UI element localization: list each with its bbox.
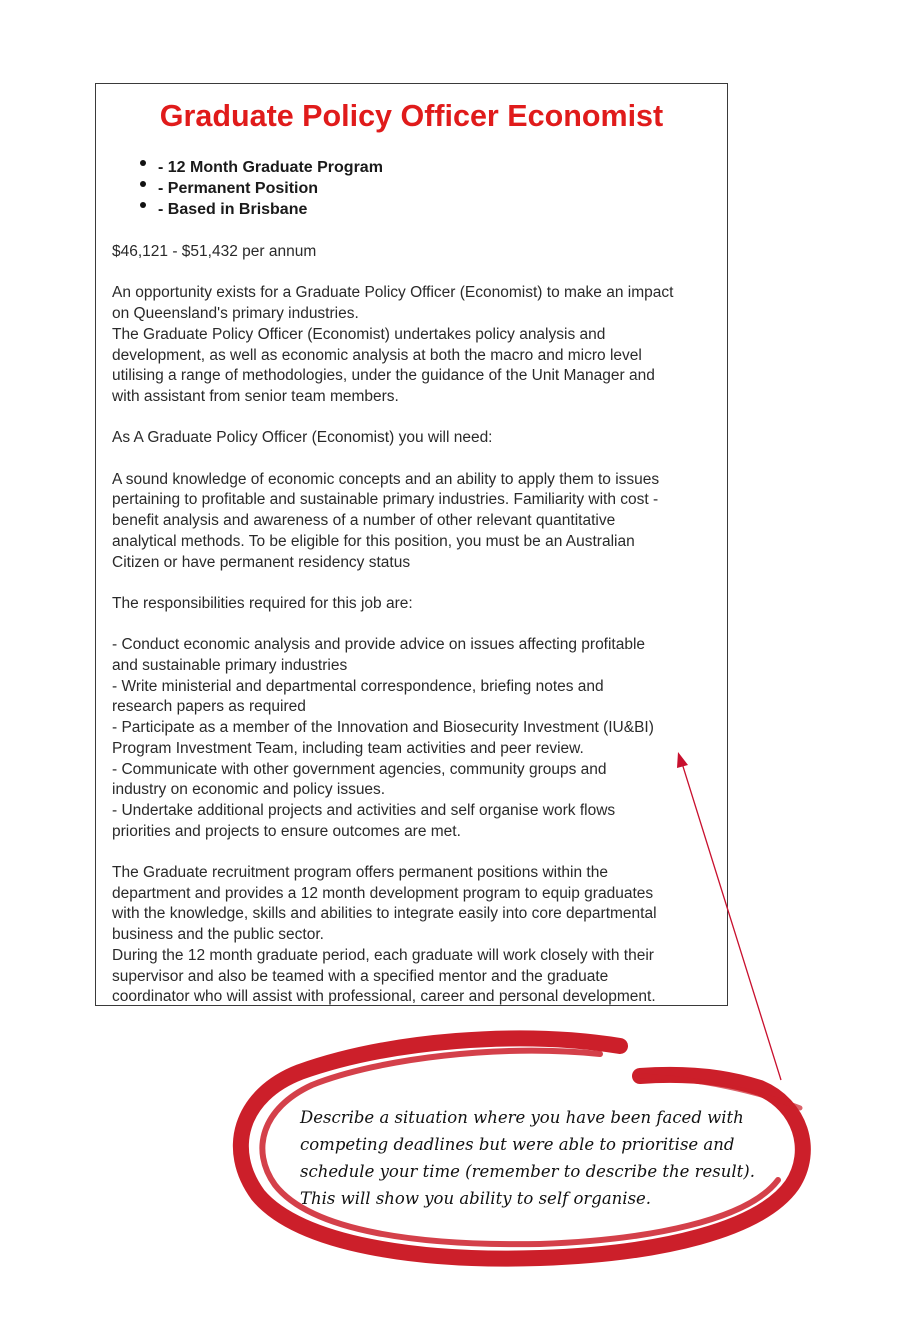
highlight-item bbox=[136, 178, 383, 199]
intro-paragraph: An opportunity exists for a Graduate Policy Officer (Economist) to make an impact on Queensland's primary industries. The Graduate Policy Officer (Economist) undertakes policy analysis and development, as well as economic analysis at both the macro and micro level utilising a range of methodologies, under the guidance of the Unit Manager and with assistant from senior team members. bbox=[112, 284, 674, 405]
responsibility-item: - Communicate with other government agencies, community groups and industry on economic and policy issues. bbox=[112, 760, 607, 799]
highlight-text: - 12 Month Graduate Program bbox=[158, 159, 383, 176]
highlight-text: - Permanent Position bbox=[158, 180, 319, 197]
highlight-item bbox=[136, 199, 383, 220]
highlights-list bbox=[136, 157, 383, 220]
handwritten-note: Describe a situation where you have been faced with competing deadlines but were able to prioritise and schedule your time (remember to describe the result). This will show you ability to self organise. bbox=[300, 1108, 755, 1208]
responsibility-item: - Participate as a member of the Innovation and Biosecurity Investment (IU&BI) Program Investment Team, including team activities and peer review. bbox=[112, 719, 654, 757]
bullet-icon bbox=[140, 202, 146, 208]
needs-paragraph: A sound knowledge of economic concepts and an ability to apply them to issues pertaining to profitable and sustainable primary industries. Familiarity with cost - benefit analysis and awareness of a number of other relevant quantitative analytical methods. To be eligible for this position, you must be an Australian Citizen or have permanent residency status bbox=[112, 470, 660, 571]
job-advertisement bbox=[95, 83, 728, 1006]
responsibility-item: - Undertake additional projects and activities and self organise work flows priorities and projects to ensure outcomes are met. bbox=[112, 801, 616, 840]
program-paragraph: The Graduate recruitment program offers permanent positions within the department and provides a 12 month development program to equip graduates with the knowledge, skills and abilities to integrate easily into core departmental business and the public sector. During the 12 month graduate period, each graduate will work closely with their supervisor and also be teamed with a specified mentor and the graduate coordinator who will assist with professional, career and personal development. bbox=[112, 864, 657, 1006]
salary: $46,121 - $51,432 per annum bbox=[112, 243, 317, 260]
needs-heading: As A Graduate Policy Officer (Economist) you will need: bbox=[112, 429, 493, 447]
bullet-icon bbox=[140, 160, 146, 166]
highlight-text: - Based in Brisbane bbox=[158, 201, 308, 218]
responsibilities-heading: The responsibilities required for this job are: bbox=[112, 594, 413, 612]
job-description bbox=[112, 242, 724, 1006]
job-title: Graduate Policy Officer Economist bbox=[159, 99, 664, 133]
responsibility-item: - Write ministerial and departmental correspondence, briefing notes and research papers as required bbox=[112, 677, 604, 716]
bullet-icon bbox=[140, 181, 146, 187]
responsibility-item: - Conduct economic analysis and provide advice on issues affecting profitable and sustainable primary industries bbox=[112, 636, 646, 674]
highlight-item bbox=[136, 157, 383, 178]
